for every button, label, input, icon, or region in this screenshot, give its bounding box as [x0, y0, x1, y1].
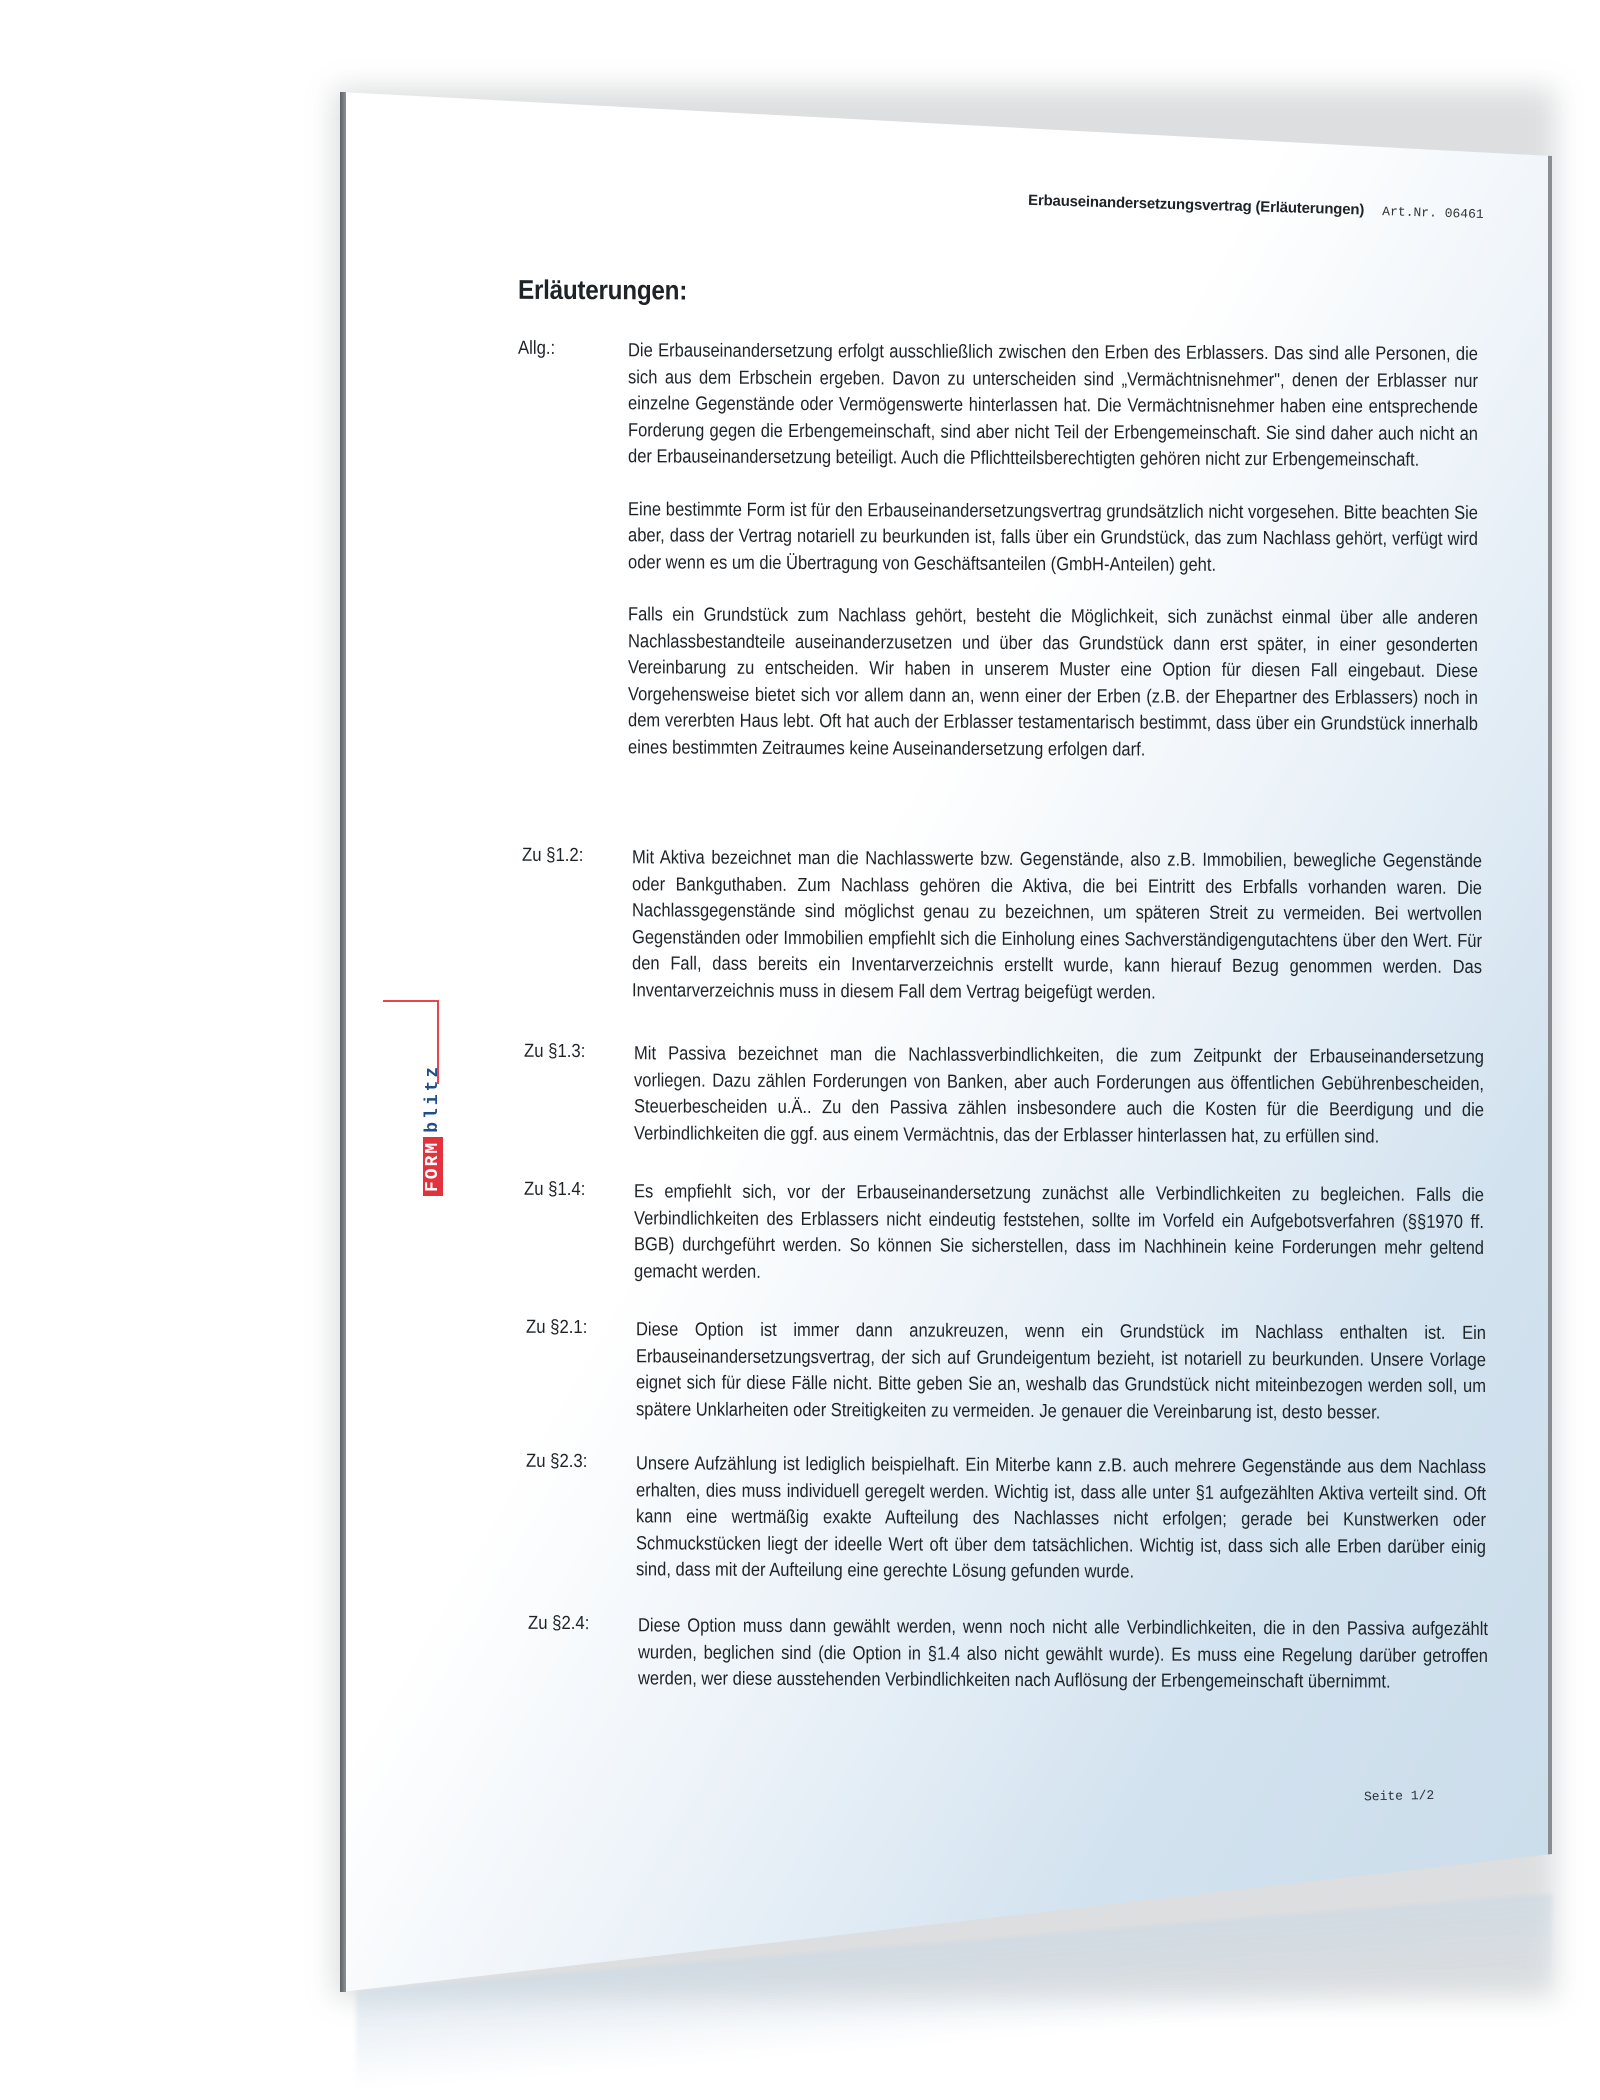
logo-accent-line [383, 1000, 439, 1002]
logo-form-text: FORM [423, 1137, 443, 1196]
section-body [634, 1041, 1484, 1177]
paragraph: Eine bestimmte Form ist für den Erbauseinandersetzungsvertrag grundsätzlich nicht vorgesehen. Bitte beachten Sie aber, dass der Vertrag notariell zu beurkunden ist, falls über ein Grundstück, das zum Nachlass gehört, verfügt wird oder wenn es um die Übertragung von Geschäftsanteilen (GmbH-Anteilen) geht. [628, 498, 1478, 576]
paragraph: Mit Passiva bezeichnet man die Nachlassverbindlichkeiten, die zum Zeitpunkt der Erbauseinandersetzung vorliegen. Dazu zählen Forderungen von Banken, aber auch Forderungen aus öffentlichen Gebührenbescheiden, Steuerbescheiden u.Ä.. Zu den Passiva zählen insbesondere auch die Kosten für die Beerdigung und die Verbindlichkeiten die ggf. aus einem Vermächtnis, das der Erblasser hinterlassen hat, zu erfüllen sind. [634, 1043, 1484, 1148]
section-label: Zu §2.1: [526, 1316, 588, 1339]
section-body [634, 1179, 1484, 1315]
header-title: Erbauseinandersetzungsvertrag (Erläuterungen) [1028, 191, 1365, 219]
logo-blitz-text: blitz [423, 1063, 443, 1133]
section-label: Zu §1.4: [524, 1178, 586, 1201]
section-label: Zu §1.2: [522, 844, 584, 867]
section-body [636, 1451, 1486, 1613]
paragraph: Diese Option ist immer dann anzukreuzen, wenn ein Grundstück im Nachlass enthalten ist. Ein Erbauseinandersetzungsvertrag, der sich auf Grundeigentum bezieht, ist notariell zu beurkunden. Unsere Vorlage eignet sich für diese Fälle nicht. Bitte geben Sie an, weshalb das Grundstück nicht miteinbezogen werden soll, um spätere Unklarheiten oder Streitigkeiten zu vermeiden. Je genauer die Vereinbarung ist, desto besser. [636, 1319, 1486, 1424]
page-content [340, 92, 1552, 1997]
paragraph: Falls ein Grundstück zum Nachlass gehört, besteht die Möglichkeit, sich zunächst einmal über alle anderen Nachlassbestandteile auseinanderzusetzen und über das Grundstück dann erst später, in einer gesonderten Vereinbarung zu entscheiden. Wir haben in unserem Muster eine Option für diesen Fall eingebaut. Diese Vorgehensweise bietet sich vor allem dann an, wenn einer der Erben (z.B. der Ehepartner des Erblassers) noch in dem vererbten Haus lebt. Oft hat auch der Erblasser testamentarisch bestimmt, dass über ein Grundstück innerhalb eines bestimmten Zeitraumes keine Auseinandersetzung erfolgen darf. [628, 604, 1478, 761]
section-label: Allg.: [518, 337, 556, 359]
section-body [636, 1317, 1486, 1453]
paragraph: Diese Option muss dann gewählt werden, wenn noch nicht alle Verbindlichkeiten, die in den Passiva aufgezählt wurden, beglichen sind (die Option in §1.4 also nicht gewählt wurde). Es muss eine Regelung darüber getroffen werden, wer diese ausstehenden Verbindlichkeiten nach Auflösung der Erbengemeinschaft übernimmt. [638, 1615, 1488, 1693]
section-2-1 [526, 1316, 1486, 1424]
section-2-4 [528, 1612, 1488, 1693]
paragraph: Mit Aktiva bezeichnet man die Nachlasswerte bzw. Gegenstände, also z.B. Immobilien, bewegliche Gegenstände oder Bankguthaben. Zum Nachlass gehören die Aktiva, die bei Eintritt des Erbfalls vorhanden waren. Die Nachlassgegenstände sind möglichst genau zu bezeichnen, um späteren Streit zu vermeiden. Bei wertvollen Gegenständen oder Immobilien empfiehlt sich die Einholung eines Sachverständigengutachtens über den Wert. Für den Fall, dass bereits ein Inventarverzeichnis erstellt wurde, kann hierauf Bezug genommen werden. Das Inventarverzeichnis muss in diesem Fall dem Vertrag beigefügt werden. [632, 847, 1482, 1004]
section-label: Zu §2.3: [526, 1450, 588, 1473]
paragraph: Die Erbauseinandersetzung erfolgt ausschließlich zwischen den Erben des Erblassers. Das sind alle Personen, die sich aus dem Erbschein ergeben. Davon zu unterscheiden sind „Vermächtnisnehmer", denen der Erblasser nur einzelne Gegenstände oder Vermögenswerte hinterlassen hat. Die Vermächtnisnehmer haben eine entsprechende Forderung gegen die Erbengemeinschaft, sind aber nicht Teil der Erbengemeinschaft. Sie sind daher auch nicht an der Erbauseinandersetzung beteiligt. Auch die Pflichtteilsberechtigten gehören nicht zur Erbengemeinschaft. [628, 340, 1478, 471]
section-body [632, 845, 1482, 1034]
section-allgemein [518, 337, 1478, 761]
section-1-2 [522, 844, 1482, 1004]
formblitz-logo [383, 1000, 443, 1192]
paragraph: Es empfiehlt sich, vor der Erbauseinandersetzung zunächst alle Verbindlichkeiten zu begleichen. Falls die Verbindlichkeiten des Erblassers nicht eindeutig feststehen, sollte im Vorfeld ein Aufgebotsverfahren (§§1970 ff. BGB) durchgeführt werden. So können Sie sicherstellen, dass im Nachhinein keine Forderungen mehr geltend gemacht werden. [634, 1181, 1484, 1283]
section-1-4 [524, 1178, 1484, 1283]
logo-wordmark [423, 1060, 443, 1196]
section-label: Zu §1.3: [524, 1040, 586, 1063]
page-number: Seite 1/2 [1363, 1787, 1435, 1805]
section-body [628, 338, 1478, 791]
paragraph: Unsere Aufzählung ist lediglich beispielhaft. Ein Miterbe kann z.B. auch mehrere Gegenstände aus dem Nachlass erhalten, dies muss individuell geregelt werden. Wichtig ist, dass alle unter §1 aufgezählten Aktiva verteilt sind. Oft kann eine wertmäßig exakte Aufteilung des Nachlasses nicht erfolgen; gerade bei Kunstwerken oder Schmuckstücken liegt der ideelle Wert oft über dem tatsächlichen. Wichtig ist, dass sich alle Erben darüber einig sind, dass mit der Aufteilung eine gerechte Lösung gefunden wurde. [636, 1453, 1486, 1583]
section-label: Zu §2.4: [528, 1612, 590, 1635]
article-number: Art.Nr. 06461 [1382, 204, 1485, 222]
page-title: Erläuterungen: [518, 274, 688, 306]
running-header [1028, 192, 1484, 222]
section-body [638, 1613, 1488, 1722]
section-1-3 [524, 1040, 1484, 1148]
